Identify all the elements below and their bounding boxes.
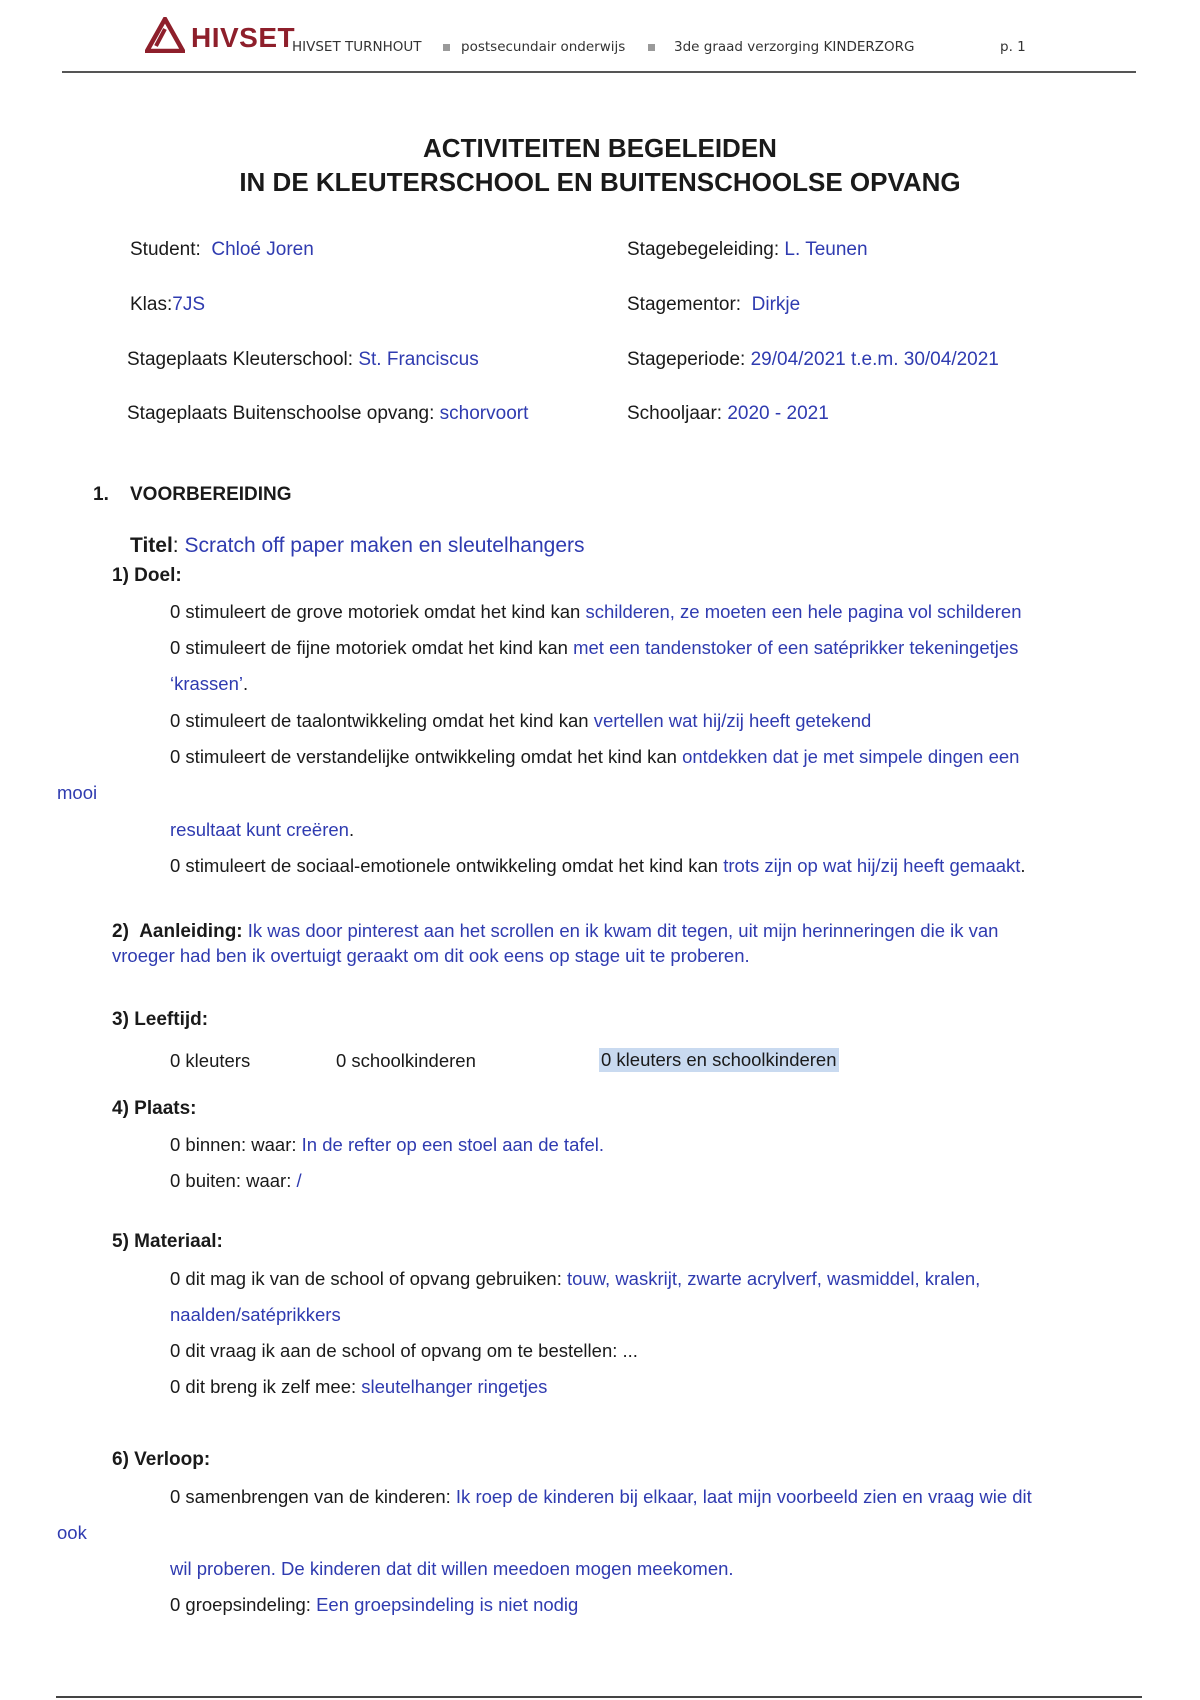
footer-divider	[56, 1696, 1142, 1698]
titel-value: Scratch off paper maken en sleutelhangers	[184, 534, 585, 557]
verloop-groep-value: Een groepsindeling is niet nodig	[316, 1594, 579, 1615]
hivset-logo-icon	[145, 17, 185, 53]
aanleiding-line2: vroeger had ben ik overtuigt geraakt om dit ook eens op stage uit te proberen.	[112, 945, 750, 966]
leeftijd-number: 3)	[112, 1009, 129, 1030]
titel-row: Titel: Scratch off paper maken en sleutelhangers	[130, 534, 585, 557]
doel-sociaal-value: trots zijn op wat hij/zij heeft gemaakt	[723, 855, 1021, 876]
klas-value: 7JS	[172, 294, 205, 315]
header-program: 3de graad verzorging KINDERZORG	[674, 39, 915, 55]
plaats-binnen-prefix: 0 binnen: waar:	[170, 1134, 297, 1155]
plaats-heading: 4) Plaats:	[112, 1098, 197, 1119]
student-row	[130, 239, 314, 261]
doel-taal-value: vertellen wat hij/zij heeft getekend	[593, 710, 872, 731]
doel-fijne-cont	[170, 673, 248, 695]
doel-fijne-prefix: 0 stimuleert de fijne motoriek omdat het kind kan	[170, 637, 568, 658]
header-level: postsecundair onderwijs	[461, 39, 626, 55]
header-org: HIVSET TURNHOUT	[292, 39, 422, 55]
aanleiding-row	[112, 920, 998, 943]
page-title-line1: ACTIVITEITEN BEGELEIDEN	[423, 133, 777, 163]
buitenschools-row	[127, 403, 528, 425]
mentor-row	[627, 294, 800, 316]
materiaal-bestellen: 0 dit vraag ik aan de school of opvang om te bestellen: ...	[170, 1340, 638, 1361]
plaats-buiten-value: /	[296, 1170, 302, 1191]
titel-label: Titel	[130, 534, 173, 557]
materiaal-school-prefix: 0 dit mag ik van de school of opvang gebruiken:	[170, 1268, 562, 1289]
materiaal-school-value: touw, waskrijt, zwarte acrylverf, wasmiddel, kralen,	[566, 1268, 981, 1289]
schooljaar-row	[627, 403, 829, 425]
doel-verstand-value3: resultaat kunt creëren	[170, 819, 349, 840]
materiaal-zelf-value: sleutelhanger ringetjes	[361, 1376, 548, 1397]
aanleiding-number: 2)	[112, 921, 129, 942]
header-divider	[62, 71, 1136, 73]
periode-value: 29/04/2021 t.e.m. 30/04/2021	[750, 349, 999, 370]
header-separator	[648, 44, 655, 51]
doel-verstand	[170, 746, 1019, 768]
student-value: Chloé Joren	[211, 239, 314, 260]
verloop-heading: 6) Verloop:	[112, 1449, 211, 1470]
verloop-samen	[170, 1486, 1032, 1508]
student-label: Student:	[130, 239, 201, 260]
materiaal-zelf	[170, 1376, 547, 1398]
periode-row	[627, 349, 999, 371]
plaats-buiten-prefix: 0 buiten: waar:	[170, 1170, 292, 1191]
doel-verstand-prefix: 0 stimuleert de verstandelijke ontwikkeling omdat het kind kan	[170, 746, 677, 767]
leeftijd-heading: Leeftijd:	[134, 1009, 209, 1030]
doel-heading: 1) Doel:	[112, 565, 182, 586]
doel-fijne-value: met een tandenstoker of een satéprikker tekeningetjes	[573, 637, 1019, 658]
section-heading: VOORBEREIDING	[130, 484, 292, 505]
doel-verstand-value: ontdekken dat je met simpele dingen een	[682, 746, 1020, 767]
doel-sociaal	[170, 855, 1026, 877]
buitenschools-value: schorvoort	[439, 403, 529, 424]
doel-verstand-value2: mooi	[57, 782, 98, 803]
section-number: 1.	[93, 484, 109, 505]
doel-grove-prefix: 0 stimuleert de grove motoriek omdat het kind kan	[170, 601, 581, 622]
leeftijd-row	[112, 1009, 208, 1031]
klas-label: Klas:	[130, 294, 173, 315]
leeftijd-option-schoolkinderen: 0 schoolkinderen	[336, 1050, 476, 1071]
materiaal-school	[170, 1268, 980, 1290]
doel-grove	[170, 601, 1022, 623]
doel-verstand-end: .	[348, 819, 355, 840]
verloop-samen-value2: ook	[57, 1522, 87, 1543]
mentor-label: Stagementor:	[627, 294, 742, 315]
begeleiding-value: L. Teunen	[784, 239, 868, 260]
doel-fijne-value2: ‘krassen’	[170, 673, 243, 694]
hivset-logo-text: HIVSET	[191, 22, 296, 53]
header-separator	[443, 44, 450, 51]
doel-taal-prefix: 0 stimuleert de taalontwikkeling omdat het kind kan	[170, 710, 589, 731]
verloop-groep	[170, 1594, 578, 1616]
page-number: p. 1	[1000, 39, 1026, 55]
materiaal-heading: 5) Materiaal:	[112, 1231, 223, 1252]
doel-fijne	[170, 637, 1018, 659]
mentor-value: Dirkje	[751, 294, 801, 315]
plaats-binnen-value: In de refter op een stoel aan de tafel.	[301, 1134, 605, 1155]
aanleiding-heading: Aanleiding:	[139, 921, 243, 942]
buitenschools-label: Stageplaats Buitenschoolse opvang:	[127, 403, 435, 424]
begeleiding-row	[627, 239, 868, 261]
kleuterschool-row	[127, 349, 479, 371]
periode-label: Stageperiode:	[627, 349, 746, 370]
doel-verstand-cont	[170, 819, 354, 841]
kleuterschool-value: St. Franciscus	[358, 349, 479, 370]
doel-grove-value: schilderen, ze moeten een hele pagina vol schilderen	[585, 601, 1022, 622]
aanleiding-line1: Ik was door pinterest aan het scrollen en ik kwam dit tegen, uit mijn herinneringen die ik van	[247, 920, 999, 941]
page-title-line2: IN DE KLEUTERSCHOOL EN BUITENSCHOOLSE OPVANG	[239, 167, 961, 197]
schooljaar-value: 2020 - 2021	[727, 403, 829, 424]
verloop-samen-value3: wil proberen. De kinderen dat dit willen meedoen mogen meekomen.	[170, 1558, 734, 1579]
verloop-samen-prefix: 0 samenbrengen van de kinderen:	[170, 1486, 451, 1507]
plaats-binnen	[170, 1134, 604, 1156]
doel-fijne-end: .	[243, 673, 249, 694]
leeftijd-option-kleuters: 0 kleuters	[170, 1050, 251, 1071]
leeftijd-option-both-selected: 0 kleuters en schoolkinderen	[601, 1049, 837, 1070]
begeleiding-label: Stagebegeleiding:	[627, 239, 780, 260]
plaats-buiten	[170, 1170, 302, 1192]
verloop-samen-value: Ik roep de kinderen bij elkaar, laat mijn voorbeeld zien en vraag wie dit	[455, 1486, 1032, 1507]
doel-taal	[170, 710, 871, 732]
klas-row	[130, 294, 205, 316]
kleuterschool-label: Stageplaats Kleuterschool:	[127, 349, 354, 370]
doel-sociaal-prefix: 0 stimuleert de sociaal-emotionele ontwikkeling omdat het kind kan	[170, 855, 719, 876]
schooljaar-label: Schooljaar:	[627, 403, 723, 424]
materiaal-zelf-prefix: 0 dit breng ik zelf mee:	[170, 1376, 357, 1397]
doel-sociaal-end: .	[1020, 855, 1026, 876]
verloop-groep-prefix: 0 groepsindeling:	[170, 1594, 311, 1615]
materiaal-school-value2: naalden/satéprikkers	[170, 1304, 341, 1325]
